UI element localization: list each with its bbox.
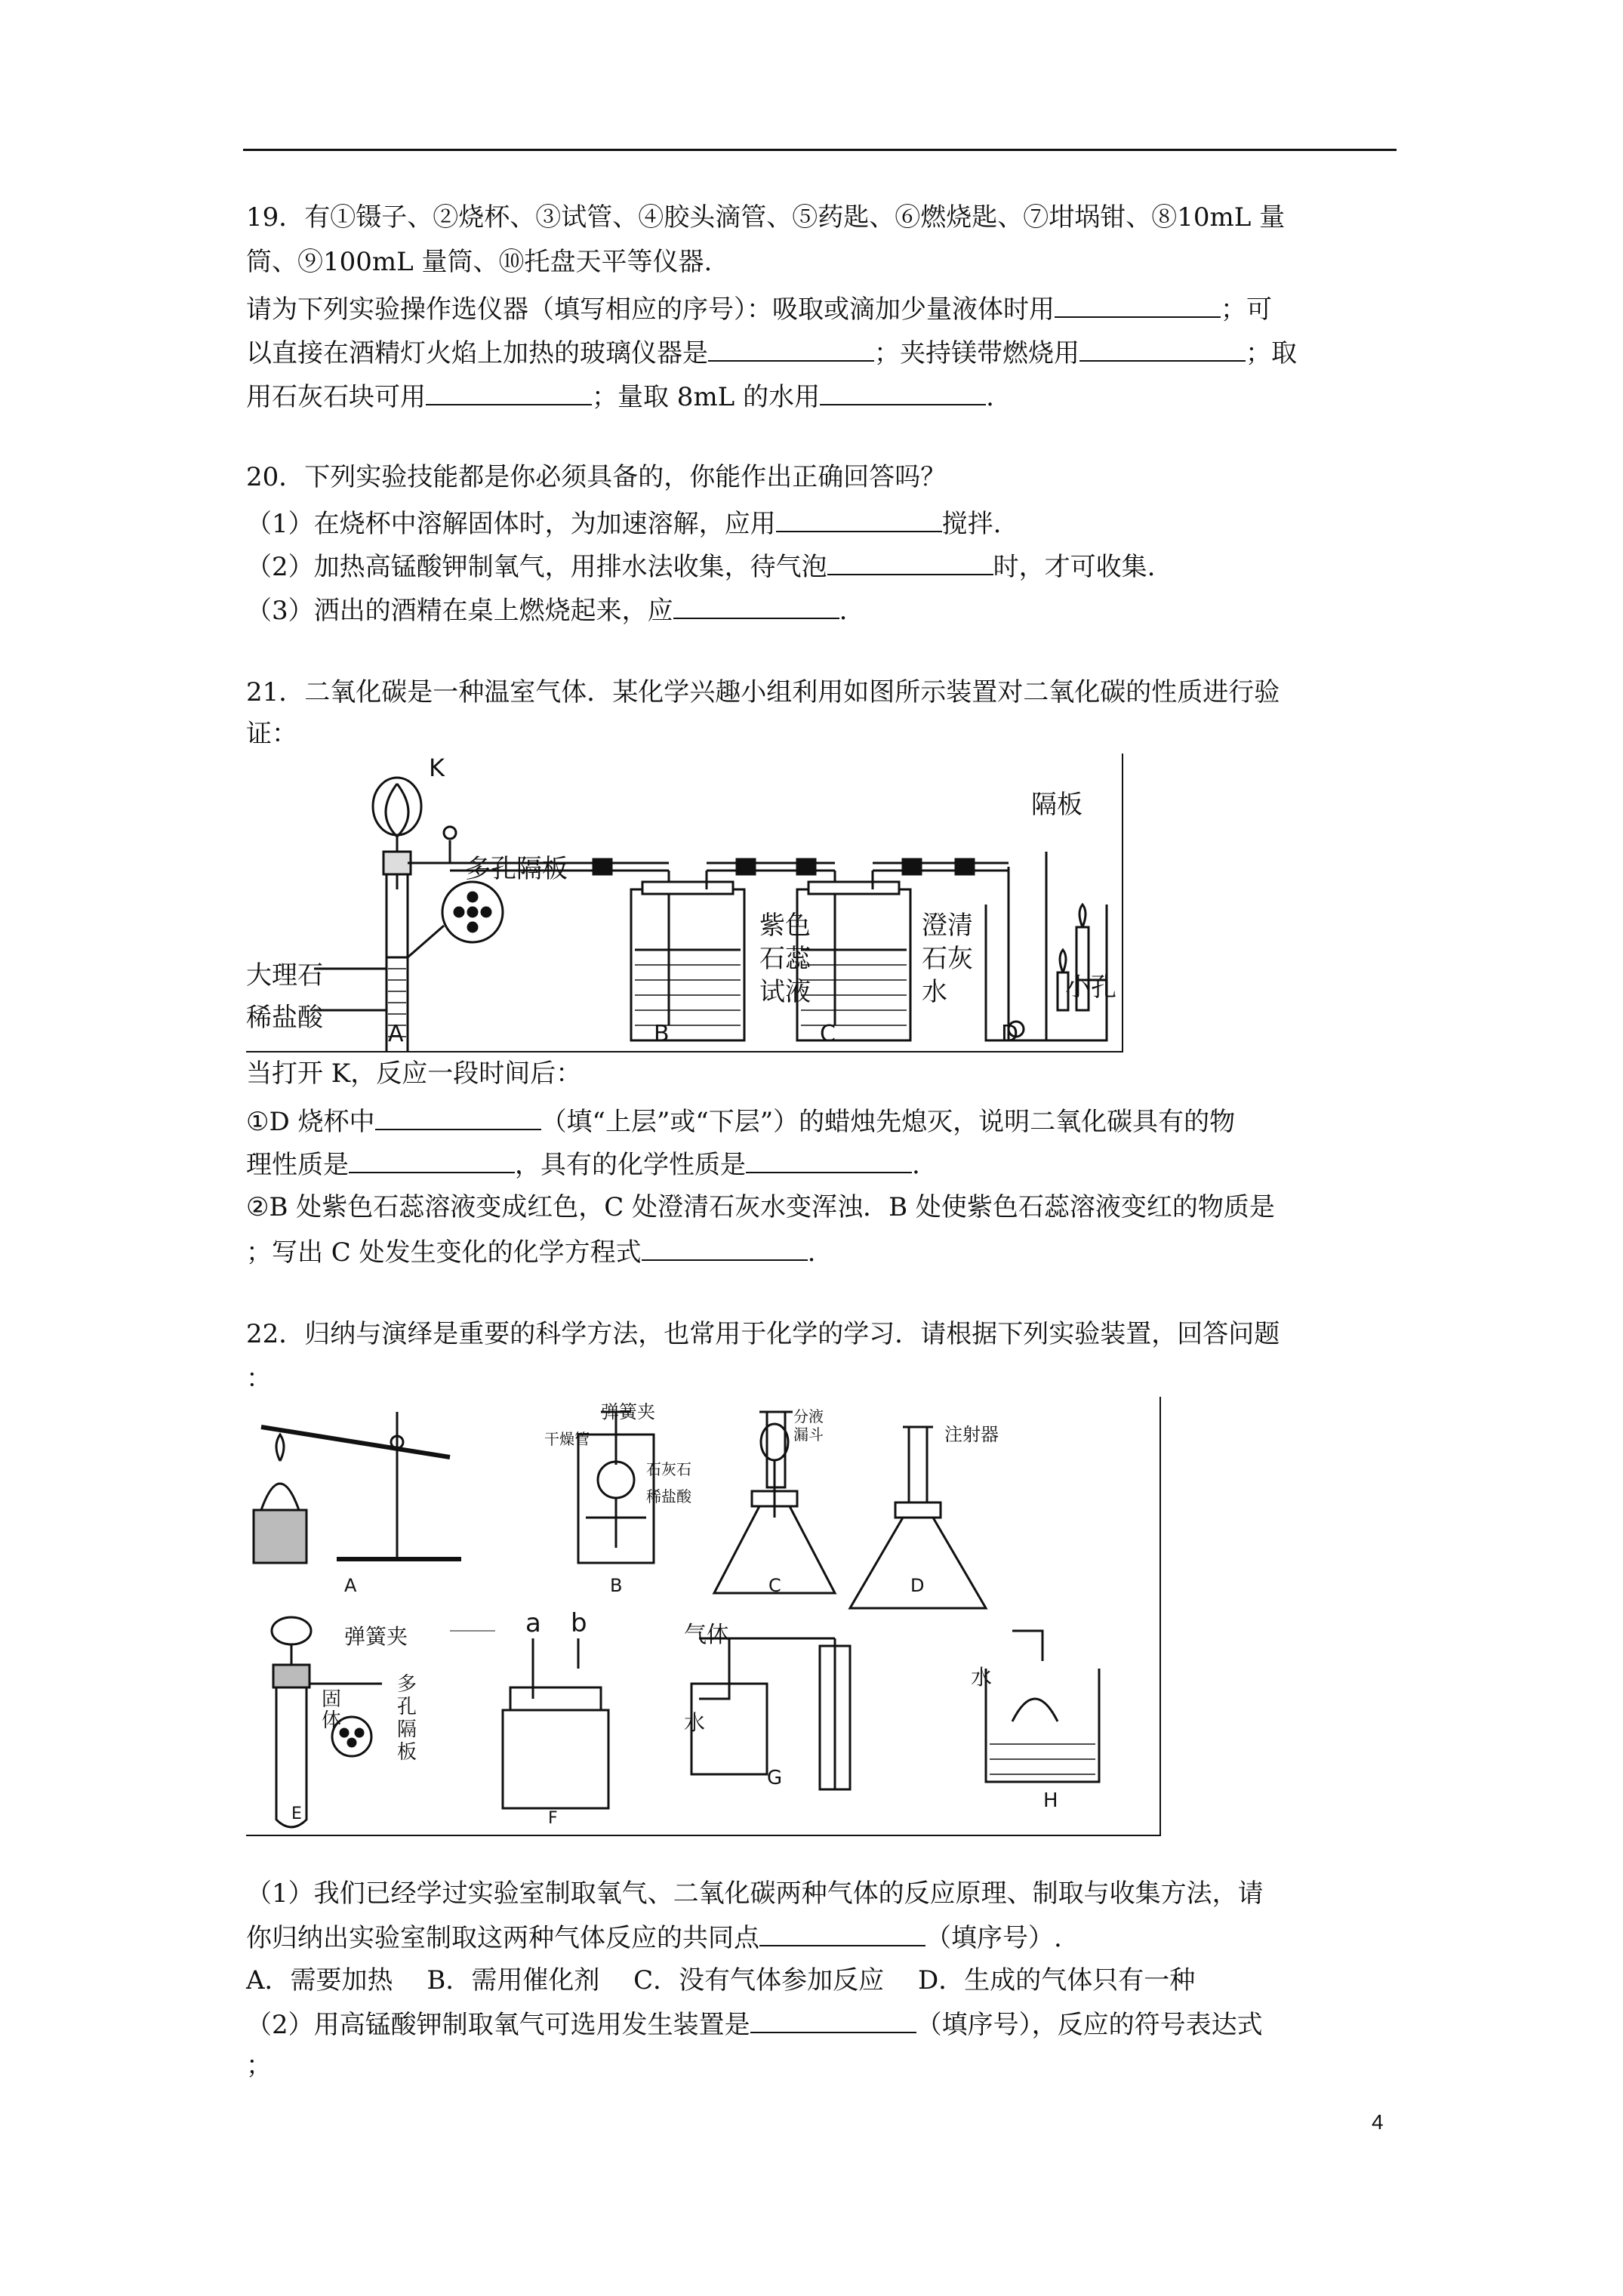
label-small-hole: 小孔 [1065, 972, 1116, 1003]
label-solid: 体 [322, 1709, 342, 1732]
label-drying-tube: 干燥管 [544, 1430, 590, 1448]
label-gas: 气体 [684, 1622, 729, 1648]
answer-blank[interactable] [426, 380, 592, 405]
label-h: H [1043, 1789, 1058, 1812]
label-separating-funnel: 漏斗 [793, 1425, 824, 1444]
label-syringe: 注射器 [944, 1424, 999, 1445]
label-porous-plate: 孔 [397, 1696, 417, 1718]
answer-blank[interactable] [820, 380, 986, 405]
label-limewater: 澄清 [922, 911, 973, 941]
label-f: F [548, 1809, 558, 1828]
label-k: K [429, 754, 445, 782]
q22-line6: （2）用高锰酸钾制取氧气可选用发生装置是 （填序号），反应的符号表达式 [246, 2008, 1263, 2040]
label-spring-clamp: 弹簧夹 [344, 1624, 408, 1649]
q21-line7: ；写出 C 处发生变化的化学方程式 . [246, 1235, 815, 1268]
label-c: C [768, 1575, 781, 1596]
label-porous-plate: 多 [397, 1673, 417, 1696]
q21-line2: 证： [246, 719, 297, 749]
label-separating-funnel: 分液 [793, 1407, 824, 1425]
answer-blank[interactable] [750, 2008, 916, 2033]
q20-line3: （2）加热高锰酸钾制氧气，用排水法收集，待气泡 时，才可收集. [246, 550, 1155, 582]
label-marble: 大理石 [246, 960, 323, 991]
q19-line5: 用石灰石块可用 ；量取 8mL 的水用 . [246, 380, 994, 412]
label-water: 水 [684, 1710, 706, 1735]
label-c: C [820, 1021, 836, 1047]
label-porous-plate: 板 [397, 1741, 417, 1764]
label-litmus: 紫色 [759, 911, 811, 941]
header-rule [243, 149, 1397, 151]
answer-blank[interactable] [776, 507, 942, 532]
answer-blank[interactable] [1079, 336, 1246, 362]
apparatus-c [797, 871, 910, 1040]
apparatus-c [714, 1424, 835, 1593]
answer-blank[interactable] [375, 1105, 541, 1130]
q20-line2: （1）在烧杯中溶解固体时，为加速溶解，应用 搅拌. [246, 507, 1001, 539]
label-limestone: 石灰石 [646, 1460, 691, 1478]
answer-blank[interactable] [827, 550, 993, 575]
label-solid: 固 [322, 1688, 342, 1711]
label-g: G [767, 1767, 783, 1789]
answer-blank[interactable] [1055, 292, 1221, 318]
answer-blank[interactable] [746, 1148, 912, 1173]
q21-line4: ①D 烧杯中 （填“上层”或“下层”）的蜡烛先熄灭，说明二氧化碳具有的物 [246, 1105, 1235, 1137]
co2-apparatus-figure [246, 754, 1123, 1052]
label-d: D [1001, 1021, 1019, 1047]
label-porous-plate: 隔 [397, 1718, 417, 1741]
apparatus-a [254, 1412, 461, 1563]
answer-blank[interactable] [673, 593, 839, 619]
q20-line1: 20．下列实验技能都是你必须具备的，你能作出正确回答吗？ [246, 462, 947, 492]
label-b: B [610, 1575, 623, 1596]
q21-line3: 当打开 K，反应一段时间后： [246, 1059, 582, 1089]
label-e: E [291, 1804, 302, 1823]
label-litmus: 石蕊 [759, 944, 811, 974]
answer-blank[interactable] [349, 1148, 515, 1173]
q21-line1: 21．二氧化碳是一种温室气体．某化学兴趣小组利用如图所示装置对二氧化碳的性质进行验 [246, 677, 1280, 707]
label-limewater: 石灰 [922, 944, 973, 974]
q21-line5: 理性质是 ，具有的化学性质是 . [246, 1148, 920, 1180]
label-litmus: 试液 [759, 977, 811, 1007]
apparatus-a [314, 778, 503, 1051]
q22-line5: A．需要加热 B．需用催化剂 C．没有气体参加反应 D．生成的气体只有一种 [246, 1965, 1196, 1996]
apparatus-b [578, 1412, 654, 1563]
q19-line3: 请为下列实验操作选仪器（填写相应的序号）：吸取或滴加少量液体时用 ；可 [246, 292, 1272, 325]
label-dilute-hcl: 稀盐酸 [646, 1487, 691, 1505]
label-port-a: a [525, 1608, 541, 1638]
q22-line7: ； [246, 2051, 272, 2081]
label-a: A [344, 1575, 357, 1596]
label-partition: 隔板 [1031, 790, 1083, 820]
q22-line4: 你归纳出实验室制取这两种气体反应的共同点 （填序号）. [246, 1921, 1062, 1953]
answer-blank[interactable] [759, 1921, 925, 1946]
apparatus-f [503, 1638, 608, 1808]
q21-line6: ②B 处紫色石蕊溶液变成红色，C 处澄清石灰水变浑浊．B 处使紫色石蕊溶液变红的物质是 [246, 1192, 1275, 1222]
label-dilute-hcl: 稀盐酸 [246, 1003, 323, 1033]
q19-line4: 以直接在酒精灯火焰上加热的玻璃仪器是 ；夹持镁带燃烧用 ；取 [246, 336, 1297, 368]
page-number: 4 [1372, 2110, 1384, 2134]
q20-line4: （3）洒出的酒精在桌上燃烧起来，应 . [246, 593, 847, 626]
apparatus-b [631, 871, 744, 1040]
label-water: 水 [971, 1665, 993, 1690]
q22-line2: ： [246, 1364, 272, 1394]
q19-line1: 19．有①镊子、②烧杯、③试管、④胶头滴管、⑤药匙、⑥燃烧匙、⑦坩埚钳、⑧10mL 量 [246, 202, 1286, 233]
label-port-b: b [571, 1608, 587, 1638]
gas-apparatus-figure [246, 1397, 1161, 1836]
answer-blank[interactable] [708, 336, 874, 362]
answer-blank[interactable] [642, 1235, 808, 1261]
q22-line3: （1）我们已经学过实验室制取氧气、二氧化碳两种气体的反应原理、制取与收集方法，请 [246, 1878, 1264, 1909]
apparatus-d [986, 852, 1107, 1040]
label-a: A [388, 1021, 404, 1047]
label-d: D [910, 1575, 925, 1596]
label-spring-clamp: 弹簧夹 [601, 1401, 655, 1422]
label-b: B [654, 1021, 670, 1047]
q19-line2: 筒、⑨100mL 量筒、⑩托盘天平等仪器. [246, 247, 713, 277]
apparatus-h [986, 1631, 1099, 1782]
label-porous-plate: 多孔隔板 [465, 854, 568, 884]
label-limewater: 水 [922, 977, 947, 1007]
q22-line1: 22．归纳与演绎是重要的科学方法，也常用于化学的学习．请根据下列实验装置，回答问题 [246, 1319, 1280, 1349]
